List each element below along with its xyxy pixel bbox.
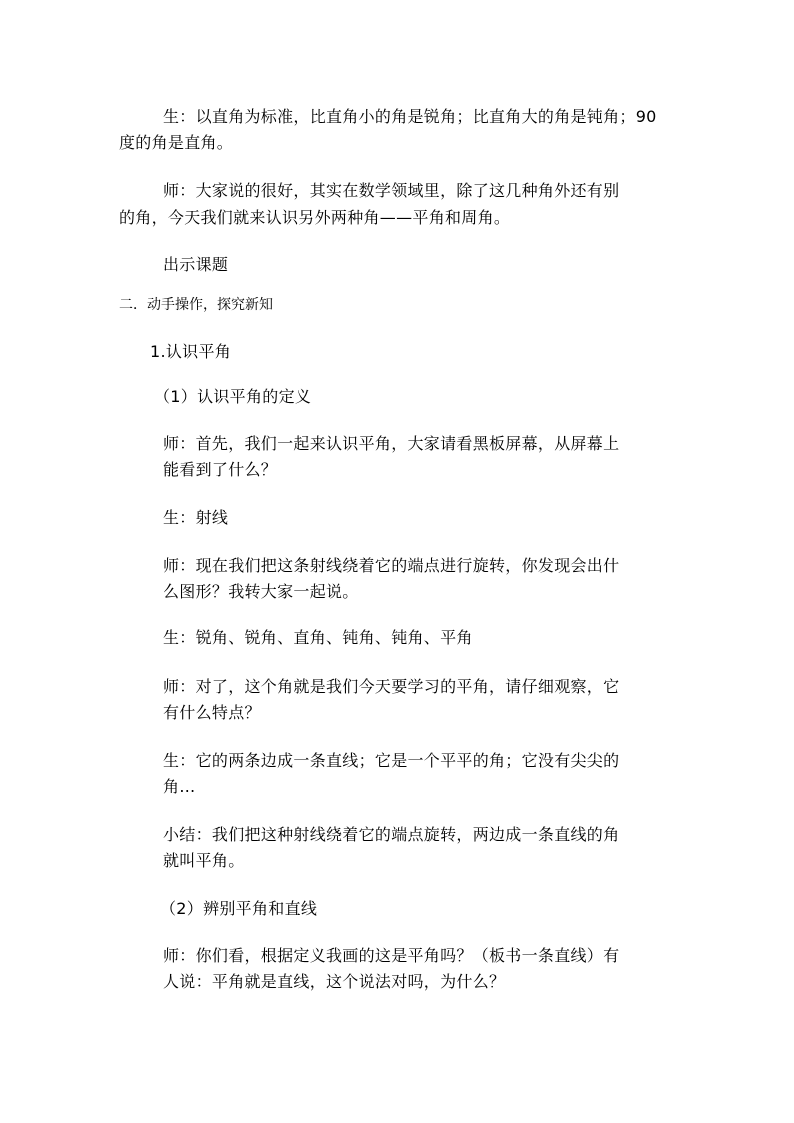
- paragraph-line: 就叫平角。: [163, 851, 245, 870]
- section-heading: 二．动手操作，探究新知: [119, 297, 273, 313]
- subsection-heading: （2）辨别平角和直线: [160, 899, 318, 918]
- paragraph-line: 师：对了，这个角就是我们今天要学习的平角，请仔细观察，它: [163, 677, 620, 696]
- paragraph-line: 小结：我们把这种射线绕着它的端点旋转，两边成一条直线的角: [163, 825, 620, 844]
- paragraph-line: 师：大家说的很好，其实在数学领域里，除了这几种角外还有别: [163, 181, 620, 200]
- paragraph-line: 师：首先，我们一起来认识平角，大家请看黑板屏幕，从屏幕上: [163, 434, 620, 453]
- subsection-heading: 1.认识平角: [150, 342, 232, 361]
- paragraph-line: 生：锐角、锐角、直角、钝角、钝角、平角: [163, 628, 473, 647]
- subsection-heading: （1）认识平角的定义: [154, 387, 312, 406]
- paragraph-line: 有什么特点？: [163, 703, 261, 722]
- paragraph-line: 生：它的两条边成一条直线；它是一个平平的角；它没有尖尖的: [163, 751, 620, 770]
- paragraph-line: 出示课题: [163, 255, 229, 274]
- paragraph-line: 能看到了什么？: [163, 460, 278, 479]
- paragraph-line: 生：射线: [163, 508, 229, 527]
- paragraph-line: 么图形？我转大家一起说。: [163, 582, 359, 601]
- paragraph-line: 师：现在我们把这条射线绕着它的端点进行旋转，你发现会出什: [163, 556, 620, 575]
- paragraph-line: 人说：平角就是直线，这个说法对吗，为什么？: [163, 972, 506, 991]
- paragraph-line: 生：以直角为标准，比直角小的角是锐角；比直角大的角是钝角；90: [163, 107, 657, 126]
- paragraph-line: 度的角是直角。: [119, 133, 234, 152]
- paragraph-line: 师：你们看，根据定义我画的这是平角吗？（板书一条直线）有: [163, 946, 620, 965]
- paragraph-line: 角…: [163, 777, 196, 796]
- paragraph-line: 的角，今天我们就来认识另外两种角——平角和周角。: [119, 208, 511, 227]
